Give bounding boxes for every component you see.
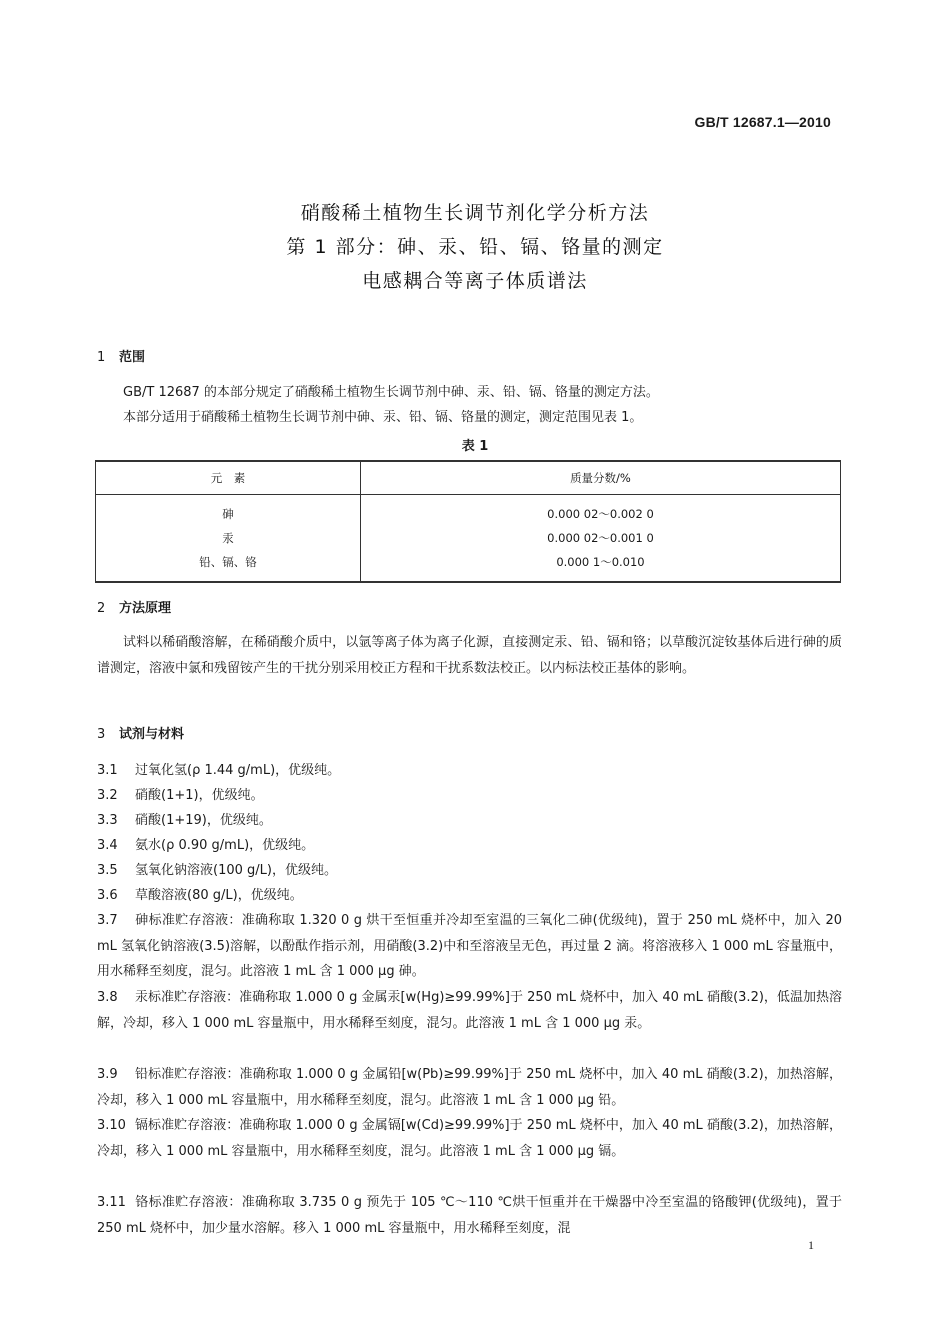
column-header-mass-fraction: 质量分数/% bbox=[360, 461, 840, 495]
table-row bbox=[96, 495, 841, 527]
reagent-item: 3.2 硝酸(1+1)，优级纯。 bbox=[97, 788, 264, 803]
reagent-item-lead-standard: 3.9 铅标准贮存溶液：准确称取 1.000 0 g 金属铅[w(Pb)≥99.99%]于 250 mL 烧杯中，加入 40 mL 硝酸(3.2)，加热溶解，冷却，移入 1 000 mL 容量瓶中，用水稀释至刻度，混匀。此溶液 1 mL 含 1 000 μg 铅。 bbox=[97, 1067, 842, 1108]
table-row bbox=[96, 526, 841, 550]
reagent-item-chromium-standard: 3.11 铬标准贮存溶液：准确称取 3.735 0 g 预先于 105 ℃～110 ℃烘干恒重并在干燥器中冷至室温的铬酸钾(优级纯)，置于 250 mL 烧杯中，加少量水溶解。移入 1 000 mL 容量瓶中，用水稀释至刻度，混 bbox=[97, 1195, 842, 1236]
cell-element: 汞 bbox=[96, 526, 361, 550]
reagent-item: 3.1 过氧化氢(ρ 1.44 g/mL)，优级纯。 bbox=[97, 763, 341, 778]
cell-range: 0.000 1～0.010 bbox=[360, 550, 840, 582]
page-number: 1 bbox=[808, 1238, 814, 1252]
column-header-element: 元 素 bbox=[96, 461, 361, 495]
reagent-item-arsenic-standard: 3.7 砷标准贮存溶液：准确称取 1.320 0 g 烘干至恒重并冷却至室温的三氧化二砷(优级纯)，置于 250 mL 烧杯中，加入 20 mL 氢氧化钠溶液(3.5)溶解，以酚酞作指示剂，用硝酸(3.2)中和至溶液呈无色，再过量 2 滴。将溶液移入 1 000 mL 容量瓶中，用水稀释至刻度，混匀。此溶液 1 mL 含 1 000 μg 砷。 bbox=[97, 913, 842, 979]
table-1 bbox=[95, 460, 841, 583]
document-title bbox=[0, 196, 950, 298]
cell-range: 0.000 02～0.001 0 bbox=[360, 526, 840, 550]
section-2-heading: 2 方法原理 bbox=[97, 601, 172, 616]
table-row bbox=[96, 550, 841, 582]
table-header-row bbox=[96, 461, 841, 495]
section-1-paragraph-2: 本部分适用于硝酸稀土植物生长调节剂中砷、汞、铅、镉、铬量的测定，测定范围见表 1。 bbox=[123, 410, 643, 425]
reagent-item: 3.3 硝酸(1+19)，优级纯。 bbox=[97, 813, 272, 828]
section-1-paragraph-1: GB/T 12687 的本部分规定了硝酸稀土植物生长调节剂中砷、汞、铅、镉、铬量的测定方法。 bbox=[123, 385, 659, 400]
section-3-heading: 3 试剂与材料 bbox=[97, 727, 185, 742]
reagent-item: 3.5 氢氧化钠溶液(100 g/L)，优级纯。 bbox=[97, 863, 337, 878]
title-line-3: 电感耦合等离子体质谱法 bbox=[362, 270, 588, 292]
cell-range: 0.000 02～0.002 0 bbox=[360, 495, 840, 527]
standard-number: GB/T 12687.1—2010 bbox=[694, 114, 831, 130]
section-2-paragraph: 试料以稀硝酸溶解，在稀硝酸介质中，以氩等离子体为离子化源，直接测定汞、铅、镉和铬；以草酸沉淀钕基体后进行砷的质谱测定，溶液中氯和残留铵产生的干扰分别采用校正方程和干扰系数法校正。以内标法校正基体的影响。 bbox=[97, 635, 842, 676]
title-line-2: 第 1 部分：砷、汞、铅、镉、铬量的测定 bbox=[286, 236, 664, 258]
table-1-caption: 表 1 bbox=[461, 439, 489, 454]
title-line-1: 硝酸稀土植物生长调节剂化学分析方法 bbox=[300, 202, 650, 224]
section-1-heading: 1 范围 bbox=[97, 350, 146, 365]
reagent-item-mercury-standard: 3.8 汞标准贮存溶液：准确称取 1.000 0 g 金属汞[w(Hg)≥99.99%]于 250 mL 烧杯中，加入 40 mL 硝酸(3.2)，低温加热溶解，冷却，移入 1 000 mL 容量瓶中，用水稀释至刻度，混匀。此溶液 1 mL 含 1 000 μg 汞。 bbox=[97, 990, 842, 1031]
reagent-item: 3.4 氨水(ρ 0.90 g/mL)，优级纯。 bbox=[97, 838, 315, 853]
cell-element: 砷 bbox=[96, 495, 361, 527]
reagent-item: 3.6 草酸溶液(80 g/L)，优级纯。 bbox=[97, 888, 303, 903]
cell-element: 铅、镉、铬 bbox=[96, 550, 361, 582]
reagent-item-cadmium-standard: 3.10 镉标准贮存溶液：准确称取 1.000 0 g 金属镉[w(Cd)≥99.99%]于 250 mL 烧杯中，加入 40 mL 硝酸(3.2)，加热溶解，冷却，移入 1 000 mL 容量瓶中，用水稀释至刻度，混匀。此溶液 1 mL 含 1 000 μg 镉。 bbox=[97, 1118, 842, 1159]
